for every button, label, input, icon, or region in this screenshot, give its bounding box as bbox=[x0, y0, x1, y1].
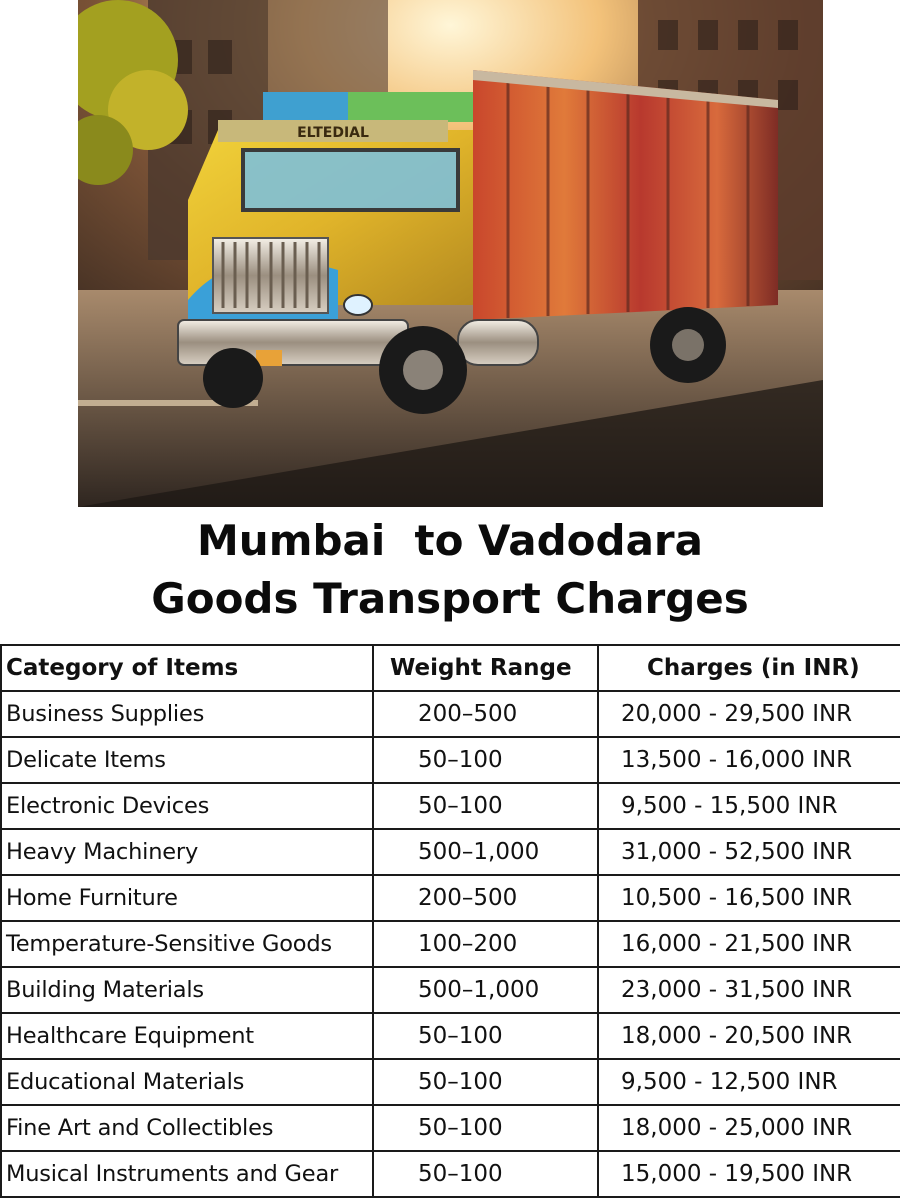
cell-charges: 23,000 - 31,500 INR bbox=[598, 967, 900, 1013]
cell-category: Fine Art and Collectibles bbox=[1, 1105, 373, 1151]
cell-charges: 20,000 - 29,500 INR bbox=[598, 691, 900, 737]
cell-category: Building Materials bbox=[1, 967, 373, 1013]
cell-category: Healthcare Equipment bbox=[1, 1013, 373, 1059]
table-row bbox=[1, 921, 900, 967]
table-row bbox=[1, 691, 900, 737]
cell-category: Heavy Machinery bbox=[1, 829, 373, 875]
cell-charges: 10,500 - 16,500 INR bbox=[598, 875, 900, 921]
header-weight-range: Weight Range bbox=[373, 645, 598, 691]
cell-charges: 18,000 - 20,500 INR bbox=[598, 1013, 900, 1059]
table-row bbox=[1, 875, 900, 921]
cell-weight: 50–100 bbox=[373, 1013, 598, 1059]
table-row bbox=[1, 1013, 900, 1059]
cell-weight: 500–1,000 bbox=[373, 829, 598, 875]
cell-category: Delicate Items bbox=[1, 737, 373, 783]
cell-weight: 50–100 bbox=[373, 1151, 598, 1197]
cell-category: Home Furniture bbox=[1, 875, 373, 921]
table-row bbox=[1, 967, 900, 1013]
title-line-1: Mumbai to Vadodara bbox=[197, 516, 703, 565]
transport-charges-table bbox=[0, 644, 900, 1198]
cell-weight: 50–100 bbox=[373, 1105, 598, 1151]
table-row bbox=[1, 1105, 900, 1151]
cell-category: Electronic Devices bbox=[1, 783, 373, 829]
page-title bbox=[0, 512, 900, 628]
truck-plate-text: ELTEDIAL bbox=[297, 125, 369, 141]
table-row bbox=[1, 829, 900, 875]
hero-truck-photo bbox=[78, 0, 823, 507]
cell-weight: 500–1,000 bbox=[373, 967, 598, 1013]
cell-charges: 9,500 - 15,500 INR bbox=[598, 783, 900, 829]
cell-weight: 100–200 bbox=[373, 921, 598, 967]
title-line-2: Goods Transport Charges bbox=[151, 574, 749, 623]
table-row bbox=[1, 1151, 900, 1197]
cell-charges: 16,000 - 21,500 INR bbox=[598, 921, 900, 967]
cell-weight: 200–500 bbox=[373, 691, 598, 737]
cell-charges: 18,000 - 25,000 INR bbox=[598, 1105, 900, 1151]
cell-weight: 200–500 bbox=[373, 875, 598, 921]
cell-charges: 15,000 - 19,500 INR bbox=[598, 1151, 900, 1197]
header-category: Category of Items bbox=[1, 645, 373, 691]
cell-charges: 31,000 - 52,500 INR bbox=[598, 829, 900, 875]
cell-charges: 13,500 - 16,000 INR bbox=[598, 737, 900, 783]
cell-weight: 50–100 bbox=[373, 1059, 598, 1105]
table-row bbox=[1, 737, 900, 783]
cell-category: Business Supplies bbox=[1, 691, 373, 737]
table-row bbox=[1, 1059, 900, 1105]
table-header-row bbox=[1, 645, 900, 691]
header-charges: Charges (in INR) bbox=[598, 645, 900, 691]
table-row bbox=[1, 783, 900, 829]
cell-category: Educational Materials bbox=[1, 1059, 373, 1105]
cell-category: Temperature-Sensitive Goods bbox=[1, 921, 373, 967]
cell-weight: 50–100 bbox=[373, 737, 598, 783]
cell-weight: 50–100 bbox=[373, 783, 598, 829]
cell-charges: 9,500 - 12,500 INR bbox=[598, 1059, 900, 1105]
cell-category: Musical Instruments and Gear bbox=[1, 1151, 373, 1197]
